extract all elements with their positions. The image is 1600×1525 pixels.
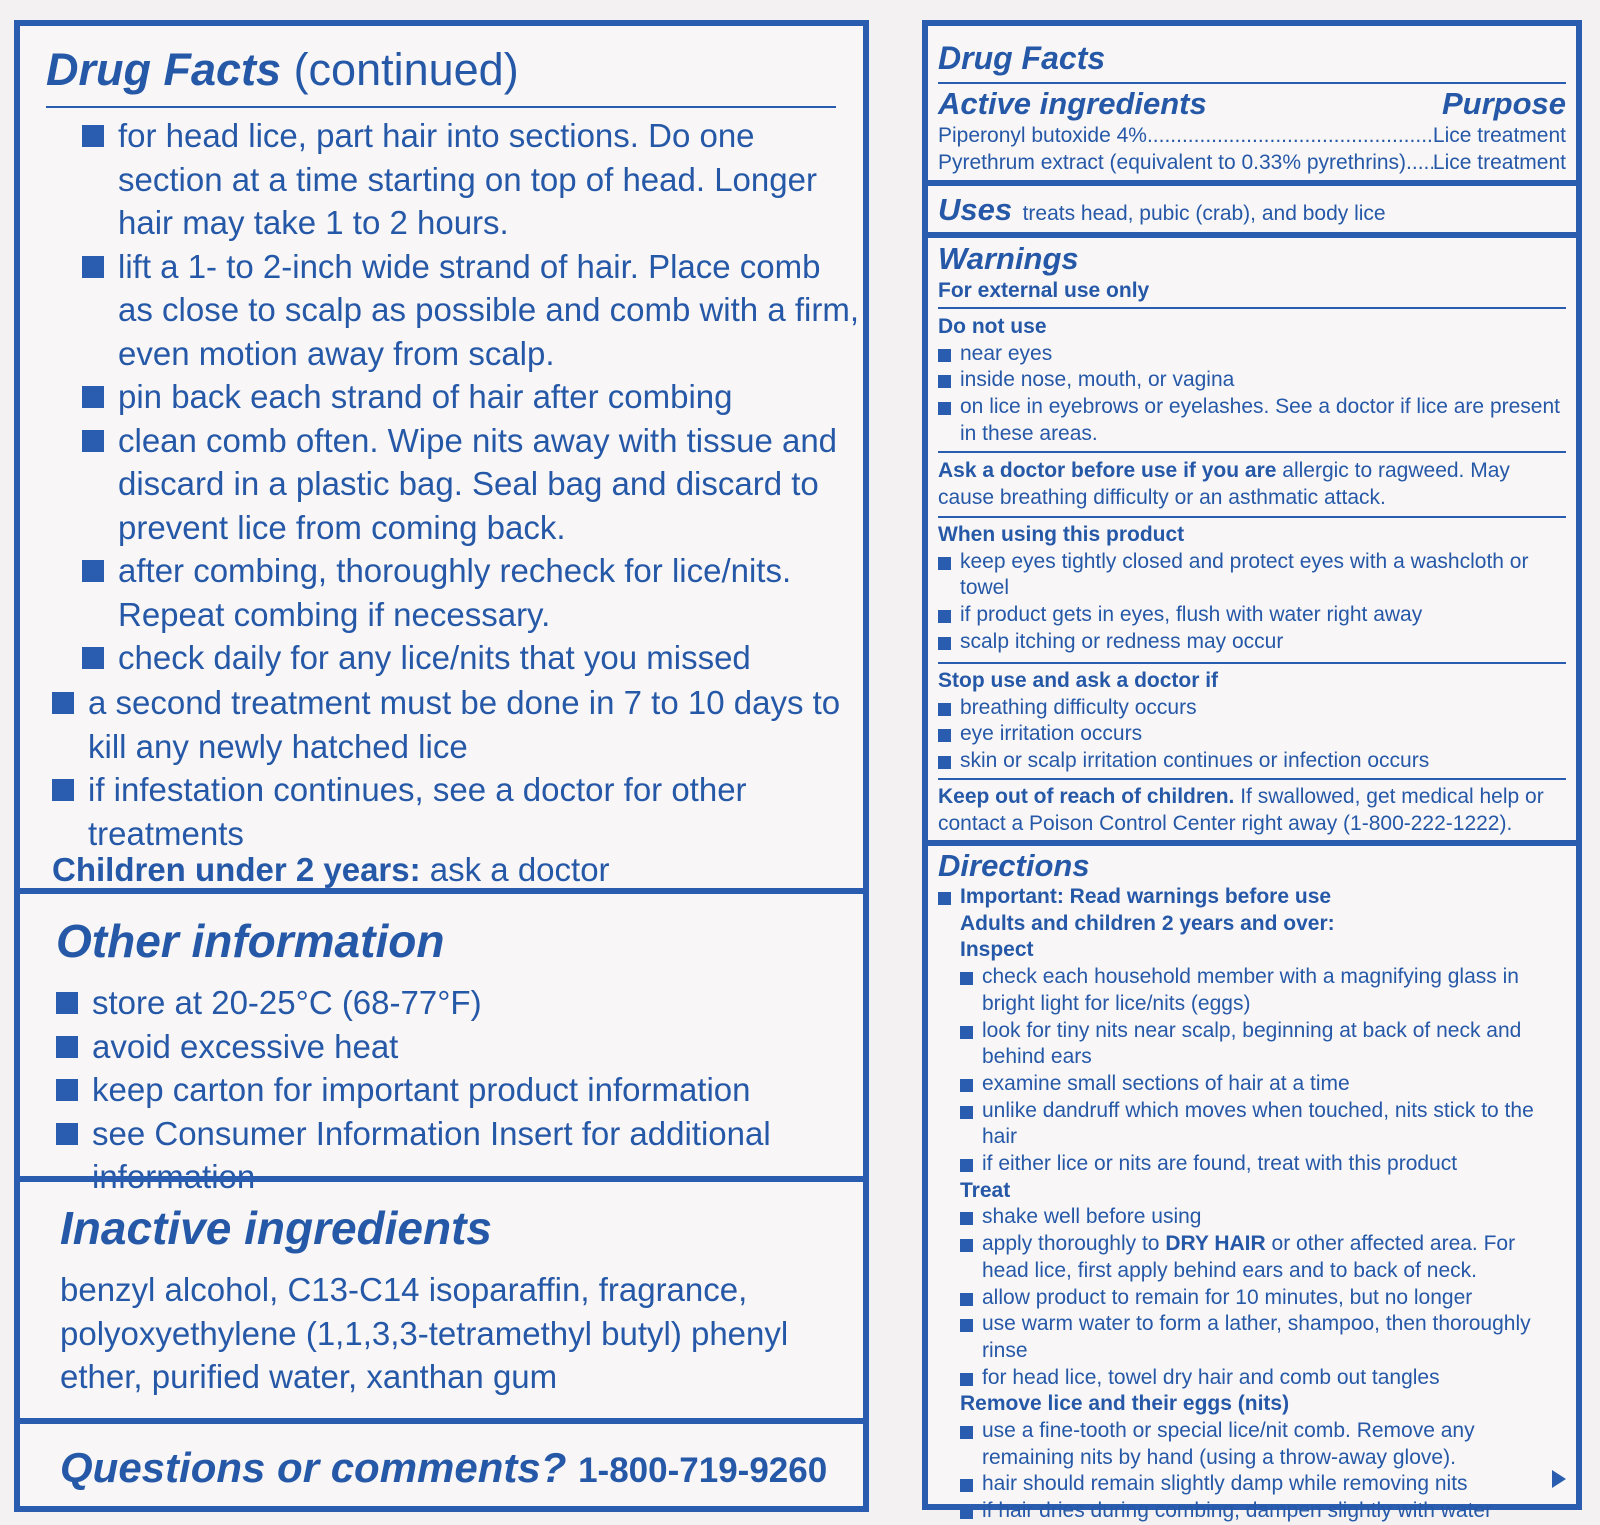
list-item: avoid excessive heat	[56, 1025, 846, 1069]
list-item: if product gets in eyes, flush with water right away	[938, 602, 1566, 629]
active-header	[938, 86, 1566, 122]
questions-row	[60, 1444, 827, 1492]
bullet-square-icon	[938, 729, 951, 742]
left-title-rule	[46, 106, 836, 108]
ingredient-name: Pyrethrum extract (equivalent to 0.33% pyrethrins)	[938, 150, 1407, 174]
stop-use-list	[938, 695, 1566, 775]
rule	[938, 662, 1566, 664]
drug-facts-continued-panel	[14, 20, 869, 1512]
section-divider	[20, 888, 863, 894]
bullet-square-icon	[82, 560, 104, 582]
treat-list	[960, 1204, 1566, 1391]
bullet-square-icon	[938, 375, 951, 388]
list-item: skin or scalp irritation continues or infection occurs	[938, 748, 1566, 775]
other-information-list	[56, 981, 846, 1199]
bullet-square-icon	[56, 992, 78, 1014]
purpose-heading: Purpose	[1441, 86, 1566, 121]
external-use-note: For external use only	[938, 279, 1150, 302]
do-not-use-list	[938, 341, 1566, 448]
ingredient-name: Piperonyl butoxide 4%	[938, 124, 1147, 147]
directions-block	[938, 884, 1566, 1525]
table-row	[938, 123, 1566, 150]
list-item: check daily for any lice/nits that you missed	[82, 636, 862, 680]
children-label: Children under 2 years:	[52, 851, 421, 888]
list-item: see Consumer Information Insert for additional information	[56, 1112, 846, 1199]
ask-doctor-block	[938, 458, 1566, 511]
do-not-use-block	[938, 314, 1566, 448]
ingredient-purpose: Lice treatment	[1432, 150, 1566, 174]
list-item: lift a 1- to 2-inch wide strand of hair. Place comb as close to scalp as possible and comb with a firm, even motion away from scalp.	[82, 245, 862, 376]
directions-sub-list	[82, 114, 862, 680]
list-item: allow product to remain for 10 minutes, but no longer	[960, 1285, 1566, 1312]
list-item: clean comb often. Wipe nits away with tissue and discard in a plastic bag. Seal bag and discard to prevent lice from coming back.	[82, 419, 862, 550]
treat-heading: Treat	[960, 1178, 1011, 1202]
list-item: after combing, thoroughly recheck for lice/nits. Repeat combing if necessary.	[82, 549, 862, 636]
bullet-square-icon	[960, 1479, 973, 1492]
ingredient-purpose: Lice treatment	[1432, 124, 1566, 147]
title-rule	[938, 82, 1566, 84]
list-item: eye irritation occurs	[938, 721, 1566, 748]
left-title-main: Drug Facts	[46, 44, 282, 95]
bullet-square-icon	[82, 386, 104, 408]
list-item: keep carton for important product information	[56, 1068, 846, 1112]
list-item: store at 20-25°C (68-77°F)	[56, 981, 846, 1025]
questions-label: Questions or comments?	[60, 1444, 567, 1491]
remove-heading: Remove lice and their eggs (nits)	[960, 1392, 1290, 1416]
list-item: if hair dries during combing, dampen slightly with water	[960, 1498, 1566, 1525]
bullet-square-icon	[82, 647, 104, 669]
children-text: ask a doctor	[429, 851, 610, 888]
bullet-square-icon	[938, 637, 951, 650]
bullet-square-icon	[56, 1079, 78, 1101]
uses-text: treats head, pubic (crab), and body lice	[1022, 202, 1386, 225]
section-divider	[20, 1176, 863, 1182]
triangle-right-icon	[1552, 1470, 1566, 1488]
adults-block	[938, 911, 1566, 1525]
list-item: scalp itching or redness may occur	[938, 629, 1566, 656]
bullet-square-icon	[938, 703, 951, 716]
bullet-square-icon	[938, 557, 951, 570]
list-item: look for tiny nits near scalp, beginning at back of neck and behind ears	[960, 1018, 1566, 1071]
adults-heading: Adults and children 2 years and over:	[960, 911, 1335, 935]
bullet-square-icon	[938, 892, 951, 905]
drug-facts-panel	[922, 20, 1582, 1523]
right-title: Drug Facts	[938, 40, 1106, 76]
section-divider	[20, 1418, 863, 1424]
list-item: shake well before using	[960, 1204, 1566, 1231]
remove-list	[960, 1418, 1566, 1525]
bullet-square-icon	[938, 756, 951, 769]
stop-use-heading: Stop use and ask a doctor if	[938, 669, 1219, 692]
bullet-square-icon	[960, 1212, 973, 1225]
when-using-list	[938, 549, 1566, 656]
section-divider	[928, 232, 1576, 238]
bullet-square-icon	[960, 1293, 973, 1306]
list-item: on lice in eyebrows or eyelashes. See a doctor if lice are present in these areas.	[938, 394, 1566, 447]
inspect-heading: Inspect	[960, 938, 1034, 962]
section-divider	[928, 180, 1576, 186]
keep-out-label: Keep out of reach of children.	[938, 785, 1235, 808]
bullet-square-icon	[960, 1426, 973, 1439]
list-item: apply thoroughly to DRY HAIR or other affected area. For head lice, first apply behind ears and to back of neck.	[960, 1231, 1566, 1284]
rule	[938, 516, 1566, 518]
bullet-square-icon	[56, 1123, 78, 1145]
bullet-square-icon	[938, 610, 951, 623]
bullet-square-icon	[52, 779, 74, 801]
list-item: for head lice, part hair into sections. Do one section at a time starting on top of head. Longer hair may take 1 to 2 hours.	[82, 114, 862, 245]
bullet-square-icon	[960, 972, 973, 985]
directions-heading: Directions	[938, 848, 1090, 883]
uses-row	[938, 192, 1566, 228]
ask-doctor-text: allergic to ragweed. May cause breathing difficulty or an asthmatic attack.	[938, 459, 1510, 509]
keep-out-block	[938, 784, 1566, 837]
inactive-ingredients-text: benzyl alcohol, C13-C14 isoparaffin, fragrance, polyoxyethylene (1,1,3,3-tetramethyl butyl) phenyl ether, purified water, xanthan gum	[60, 1271, 789, 1395]
bullet-square-icon	[960, 1026, 973, 1039]
bullet-square-icon	[960, 1106, 973, 1119]
bullet-square-icon	[960, 1239, 973, 1252]
children-note	[52, 851, 610, 889]
rule	[938, 778, 1566, 780]
list-item: hair should remain slightly damp while removing nits	[960, 1471, 1566, 1498]
left-title	[46, 44, 519, 96]
bullet-square-icon	[82, 125, 104, 147]
list-item: if either lice or nits are found, treat with this product	[960, 1151, 1566, 1178]
uses-heading: Uses	[938, 192, 1013, 227]
bullet-square-icon	[52, 692, 74, 714]
bullet-square-icon	[960, 1373, 973, 1386]
important-list	[938, 884, 1566, 911]
list-item: unlike dandruff which moves when touched, nits stick to the hair	[960, 1098, 1566, 1151]
directions-main-list	[52, 681, 852, 855]
list-item: inside nose, mouth, or vagina	[938, 367, 1566, 394]
bullet-square-icon	[56, 1036, 78, 1058]
when-using-block	[938, 522, 1566, 656]
rule	[938, 451, 1566, 453]
bullet-square-icon	[960, 1319, 973, 1332]
table-row	[938, 150, 1566, 177]
bullet-square-icon	[960, 1079, 973, 1092]
other-information-heading: Other information	[56, 915, 445, 967]
inactive-ingredients-heading: Inactive ingredients	[60, 1202, 493, 1254]
bullet-square-icon	[938, 349, 951, 362]
list-item: if infestation continues, see a doctor for other treatments	[52, 768, 852, 855]
left-title-suffix: (continued)	[293, 44, 519, 95]
keep-out-text: If swallowed, get medical help or contact a Poison Control Center right away (1-800-222-1222).	[938, 785, 1544, 835]
list-item: pin back each strand of hair after combing	[82, 375, 862, 419]
questions-phone: 1-800-719-9260	[578, 1451, 828, 1490]
bullet-square-icon	[82, 256, 104, 278]
list-item: a second treatment must be done in 7 to 10 days to kill any newly hatched lice	[52, 681, 852, 768]
list-item: check each household member with a magnifying glass in bright light for lice/nits (eggs)	[960, 964, 1566, 1017]
list-item: near eyes	[938, 341, 1566, 368]
do-not-use-heading: Do not use	[938, 315, 1047, 338]
list-item: breathing difficulty occurs	[938, 695, 1566, 722]
list-item: keep eyes tightly closed and protect eyes with a washcloth or towel	[938, 549, 1566, 602]
list-item: use a fine-tooth or special lice/nit comb. Remove any remaining nits by hand (using a throw-away glove).	[960, 1418, 1566, 1471]
when-using-heading: When using this product	[938, 523, 1185, 546]
stop-use-block	[938, 668, 1566, 775]
bullet-square-icon	[82, 430, 104, 452]
list-item: use warm water to form a lather, shampoo, then thoroughly rinse	[960, 1311, 1566, 1364]
bullet-square-icon	[938, 402, 951, 415]
list-item: examine small sections of hair at a time	[960, 1071, 1566, 1098]
bullet-square-icon	[960, 1159, 973, 1172]
list-item: for head lice, towel dry hair and comb out tangles	[960, 1365, 1566, 1392]
inspect-list	[960, 964, 1566, 1178]
bullet-square-icon	[960, 1506, 973, 1519]
warnings-heading: Warnings	[938, 241, 1079, 276]
active-ingredients-heading: Active ingredients	[938, 86, 1207, 121]
ask-doctor-label: Ask a doctor before use if you are	[938, 459, 1277, 482]
rule	[938, 307, 1566, 309]
list-item: Important: Read warnings before use	[938, 884, 1566, 911]
active-ingredients-table	[938, 123, 1566, 176]
section-divider	[928, 840, 1576, 846]
